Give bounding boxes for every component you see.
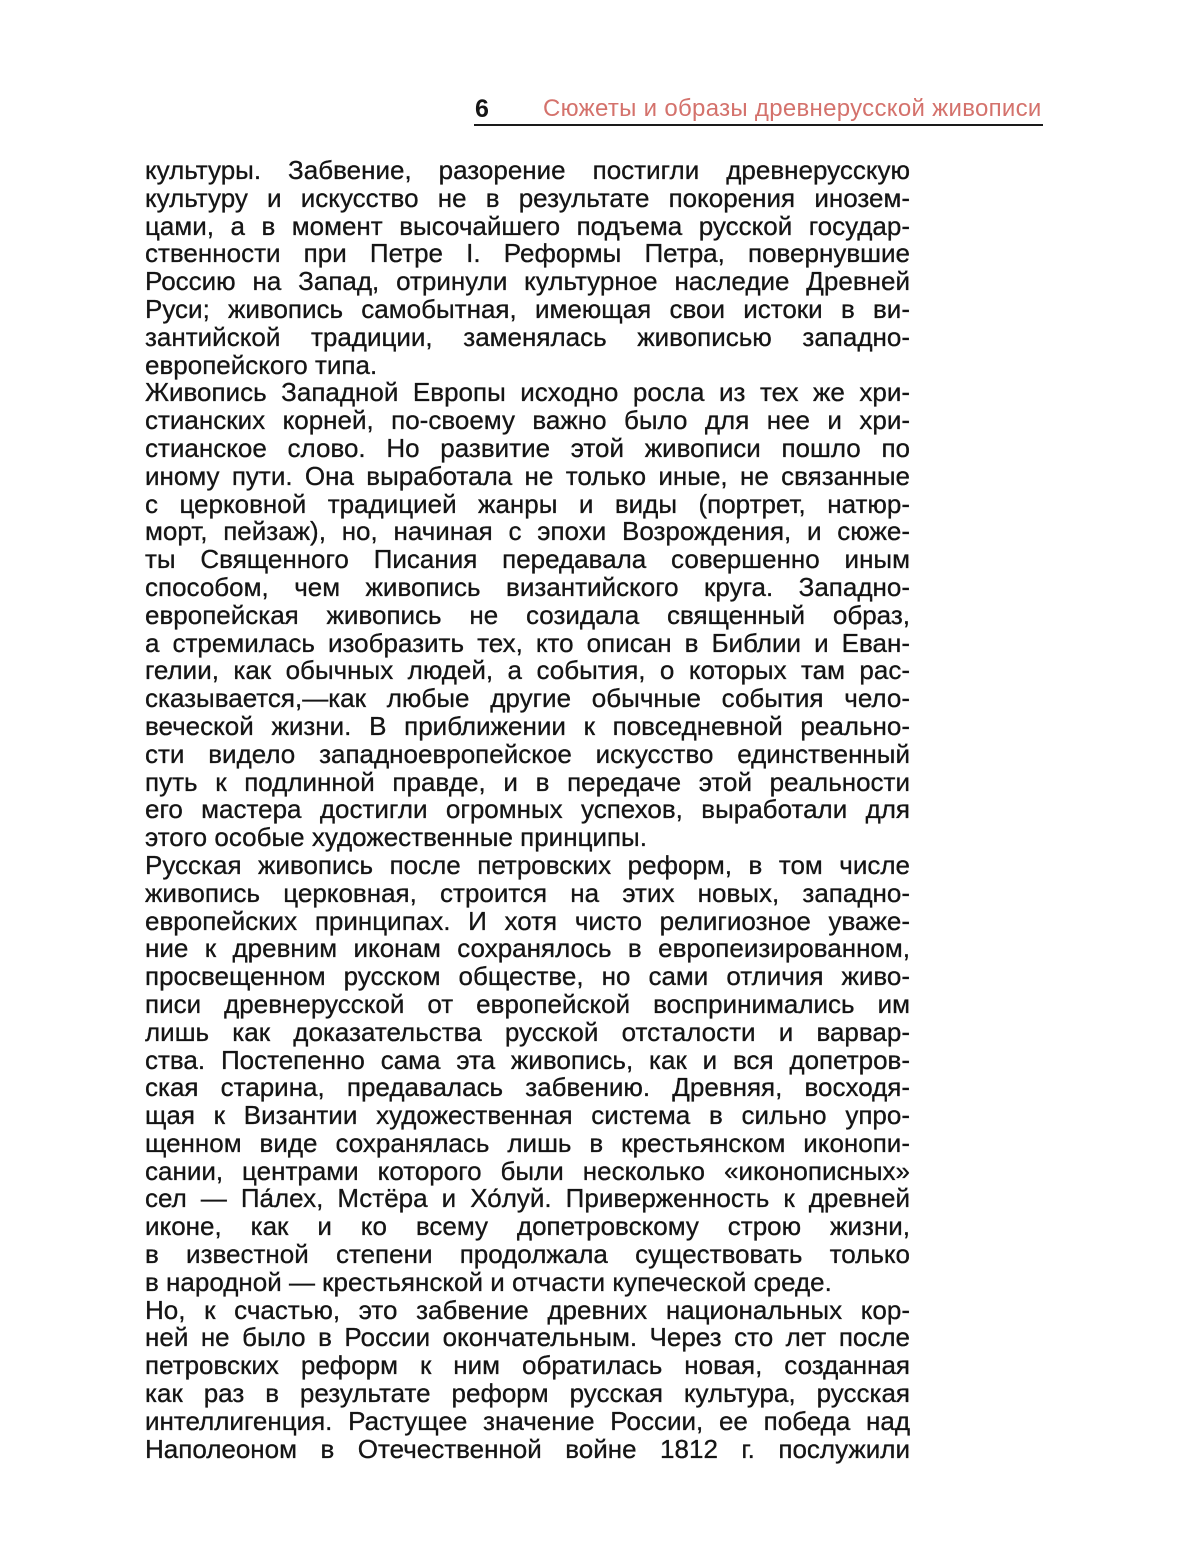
text-line: его мастера достигли огромных успехов, выработали для [145,794,910,825]
text-line: щая к Византии художественная система в сильно упро- [145,1100,910,1131]
text-line: Россию на Запад, отринули культурное наследие Древней [145,266,910,297]
text-line: веческой жизни. В приближении к повседневной реально- [145,710,910,741]
text-line: путь к подлинной правде, и в передаче этой реальности [145,766,910,797]
text-line: ние к древним иконам сохранялось в европеизированном, [145,933,910,964]
text-line: Наполеоном в Отечественной войне 1812 г. послужили [145,1433,910,1464]
text-line: сти видело западноевропейское искусство единственный [145,738,910,769]
text-line: сании, центрами которого были несколько «иконописных» [145,1155,910,1186]
text-line: стианских корней, по-своему важно было для нее и хри- [145,405,910,436]
text-line: морт, пейзаж), но, начиная с эпохи Возрождения, и сюже- [145,516,910,547]
text-line: Руси; живопись самобытная, имеющая свои истоки в ви- [145,293,910,324]
text-line: в народной — крестьянской и отчасти купеческой среде. [145,1266,832,1297]
paragraph [145,379,910,852]
text-line: европейского типа. [145,349,378,380]
text-line: цами, а в момент высочайшего подъема русской государ- [145,210,910,241]
text-line: Русская живопись после петровских реформ, в том числе [145,849,910,880]
text-line: а стремилась изобразить тех, кто описан в Библии и Еван- [145,627,910,658]
text-line: сел — Па́лех, Мстёра и Хо́луй. Приверженность к древней [145,1183,910,1214]
text-line: ней не было в России окончательным. Через сто лет после [145,1322,910,1353]
text-line: с церковной традицией жанры и виды (портрет, натюр- [145,488,910,519]
text-line: в известной степени продолжала существовать только [145,1239,910,1270]
text-line: лишь как доказательства русской отсталости и варвар- [145,1016,910,1047]
text-line: Но, к счастью, это забвение древних национальных кор- [145,1294,910,1325]
text-line: европейская живопись не созидала священный образ, [145,599,910,630]
text-line: способом, чем живопись византийского круга. Западно- [145,571,910,602]
body-text [145,157,910,1463]
text-line: живопись церковная, строится на этих новых, западно- [145,877,910,908]
paragraph [145,1294,910,1464]
text-line: стианское слово. Но развитие этой живописи пошло по [145,432,910,463]
text-line: иконе, как и ко всему допетровскому строю жизни, [145,1211,910,1242]
text-line: щенном виде сохранялась лишь в крестьянском иконопи- [145,1127,910,1158]
page-number: 6 [475,95,489,123]
text-line: ская старина, предавалась забвению. Древняя, восходя- [145,1072,910,1103]
text-line: петровских реформ к ним обратилась новая, созданная [145,1350,910,1381]
text-line: сказывается,—как любые другие обычные события чело- [145,683,910,714]
text-line: интеллигенция. Растущее значение России, ее победа над [145,1405,910,1436]
text-line: культуру и искусство не в результате покорения инозем- [145,182,910,213]
text-line: Живопись Западной Европы исходно росла из тех же хри- [145,377,910,408]
paragraph [145,157,910,379]
text-line: ственности при Петре I. Реформы Петра, повернувшие [145,238,910,269]
text-line: иному пути. Она выработала не только иные, не связанные [145,460,910,491]
text-line: этого особые художественные принципы. [145,822,647,853]
running-title: Сюжеты и образы древнерусской живописи [543,95,1042,122]
text-line: ства. Постепенно сама эта живопись, как и вся допетров- [145,1044,910,1075]
text-line: европейских принципах. И хотя чисто религиозное уваже- [145,905,910,936]
text-line: как раз в результате реформ русская культура, русская [145,1378,910,1409]
header-rule [474,124,1043,126]
text-line: ты Священного Писания передавала совершенно иным [145,544,910,575]
paragraph [145,849,910,1297]
text-line: писи древнерусской от европейской воспринимались им [145,988,910,1019]
text-line: гелии, как обычных людей, а события, о которых там рас- [145,655,910,686]
text-line: зантийской традиции, заменялась живописью западно- [145,321,910,352]
text-line: просвещенном русском обществе, но сами отличия живо- [145,961,910,992]
text-line: культуры. Забвение, разорение постигли древнерусскую [145,155,910,185]
